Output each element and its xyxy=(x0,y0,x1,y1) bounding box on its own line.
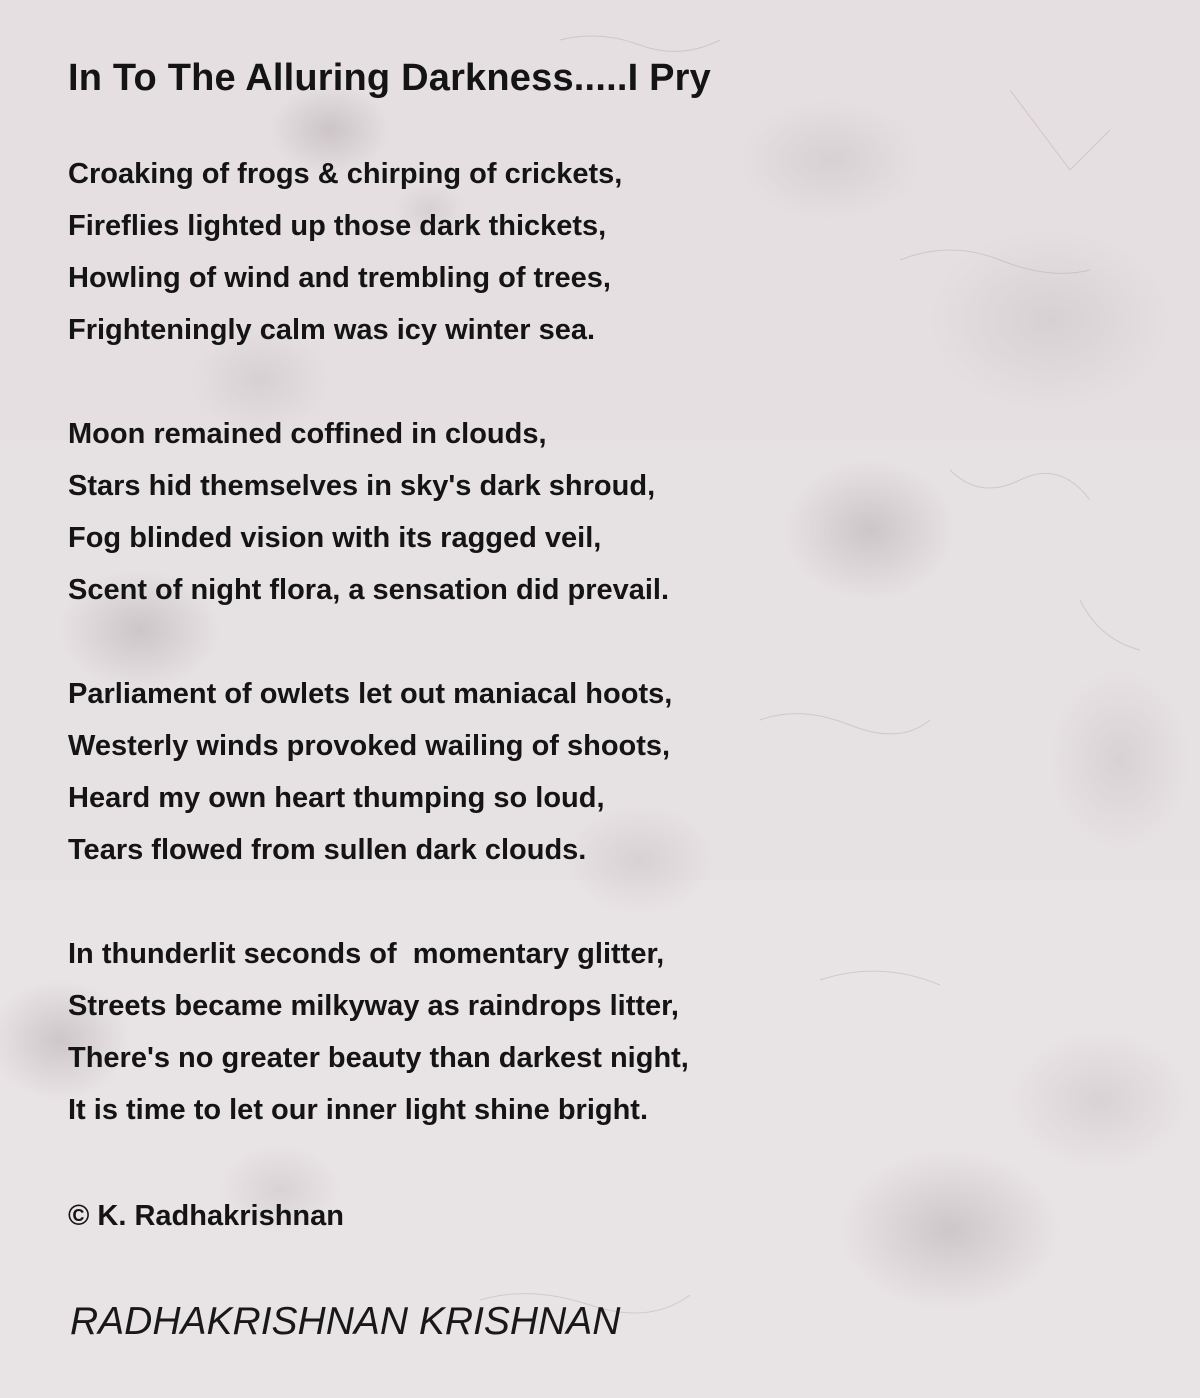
poem-line: Parliament of owlets let out maniacal hoots, xyxy=(68,678,673,710)
poem-line: Scent of night flora, a sensation did prevail. xyxy=(68,574,670,606)
poem-line: In thunderlit seconds of momentary glitter, xyxy=(68,938,665,970)
poem-line: Stars hid themselves in sky's dark shroud, xyxy=(68,470,656,502)
poem-line: Croaking of frogs & chirping of crickets, xyxy=(68,158,623,190)
poem-line: There's no greater beauty than darkest night, xyxy=(68,1042,689,1074)
poem-title: In To The Alluring Darkness.....I Pry xyxy=(68,57,711,99)
author-name: RADHAKRISHNAN KRISHNAN xyxy=(70,1300,621,1343)
copyright-notice: © K. Radhakrishnan xyxy=(68,1200,344,1232)
poem-line: Tears flowed from sullen dark clouds. xyxy=(68,834,587,866)
poem-line: Heard my own heart thumping so loud, xyxy=(68,782,605,814)
stanza-2 xyxy=(68,408,1068,616)
poem-line: Streets became milkyway as raindrops litter, xyxy=(68,990,679,1022)
stanza-3 xyxy=(68,668,1068,876)
poem-line: Fireflies lighted up those dark thickets, xyxy=(68,210,607,242)
stanza-4 xyxy=(68,928,1068,1136)
poem-line: Moon remained coffined in clouds, xyxy=(68,418,547,450)
poem-line: It is time to let our inner light shine bright. xyxy=(68,1094,649,1126)
poem-line: Howling of wind and trembling of trees, xyxy=(68,262,611,294)
stanza-1 xyxy=(68,148,1068,356)
poem-line: Westerly winds provoked wailing of shoots, xyxy=(68,730,671,762)
poem-line: Fog blinded vision with its ragged veil, xyxy=(68,522,602,554)
poem-line: Frighteningly calm was icy winter sea. xyxy=(68,314,596,346)
